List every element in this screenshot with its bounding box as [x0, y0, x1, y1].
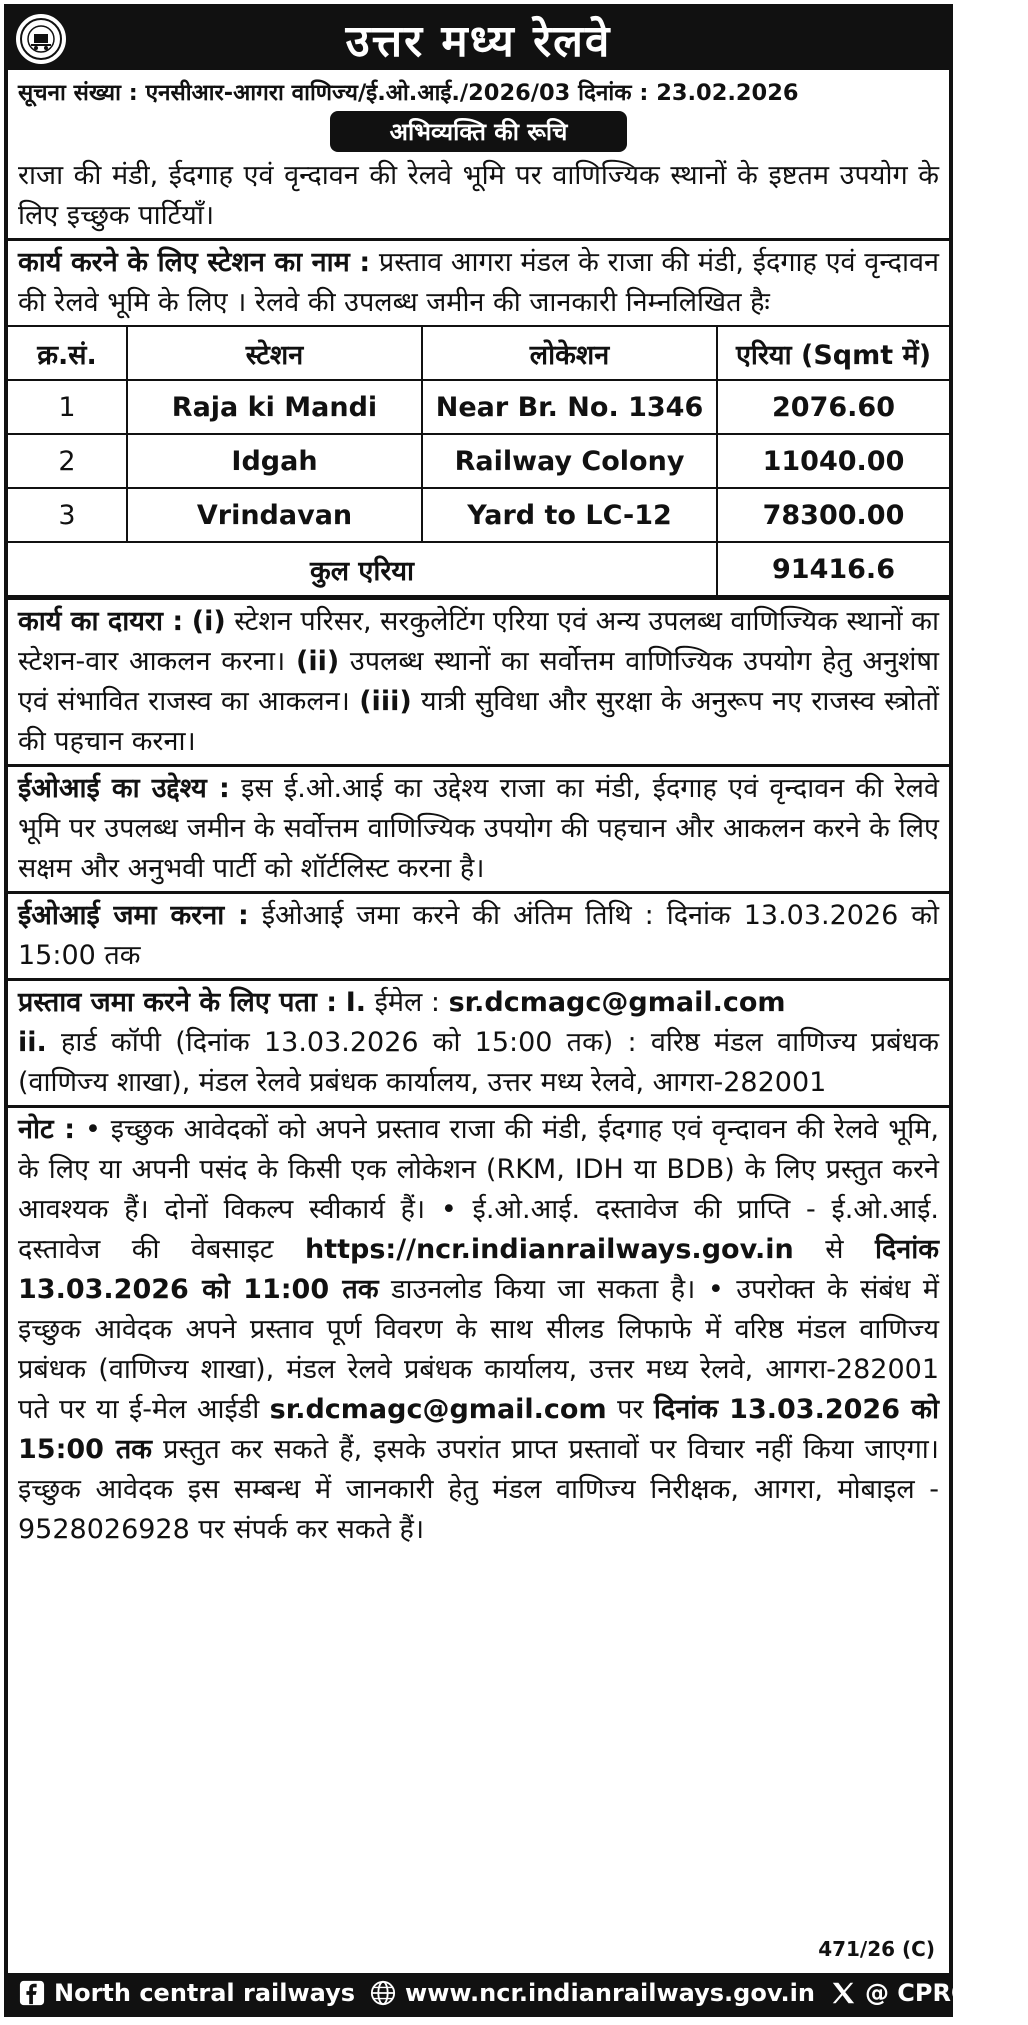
table-row — [8, 488, 949, 542]
note-p2: से — [825, 1234, 844, 1265]
website-text: www.ncr.indianrailways.gov.in — [405, 1979, 815, 2007]
x-logo-icon — [829, 1979, 857, 2007]
footer-website — [369, 1979, 815, 2007]
table-header-row — [8, 326, 949, 380]
col-sn: क्र.सं. — [8, 326, 127, 380]
row-area: 11040.00 — [717, 434, 949, 488]
notice-number: एनसीआर-आगरा वाणिज्य/ई.ओ.आई./2026/03 — [145, 80, 571, 106]
scope-iii-label: (iii) — [359, 686, 412, 717]
objective-label: ईओआई का उद्देश्य : — [18, 773, 230, 804]
scope-iii-text: यात्री सुविधा और सुरक्षा के अनुरूप नए राजस्व स्त्रोतों की पहचान करना। — [18, 686, 939, 757]
stations-table — [8, 325, 949, 597]
facebook-icon — [18, 1979, 46, 2007]
address-ii-text: हार्ड कॉपी (दिनांक 13.03.2026 को 15:00 तक) : वरिष्ठ मंडल वाणिज्य प्रबंधक (वाणिज्य शाखा), मंडल रेलवे प्रबंधक कार्यालय, उत्तर मध्य रेलवे, आगरा-282001 — [18, 1027, 939, 1098]
footer-x — [829, 1979, 1028, 2007]
note-p5: पर — [617, 1394, 644, 1425]
intro-text: राजा की मंडी, ईदगाह एवं वृन्दावन की रेलवे भूमि पर वाणिज्यिक स्थानों के इष्टतम उपयोग के लिए इच्छुक पार्टियाँ। — [18, 160, 939, 231]
page-title: उत्तर मध्य रेलवे — [345, 16, 612, 67]
total-value: 91416.6 — [717, 542, 949, 596]
row-location: Railway Colony — [422, 434, 717, 488]
col-location: लोकेशन — [422, 326, 717, 380]
footer-facebook — [18, 1979, 355, 2007]
submission-section — [8, 894, 949, 978]
row-sn: 2 — [8, 434, 127, 488]
row-station: Idgah — [127, 434, 422, 488]
row-location: Yard to LC-12 — [422, 488, 717, 542]
scope-label: कार्य का दायरा : — [18, 606, 184, 637]
stations-label: कार्य करने के लिए स्टेशन का नाम : — [18, 247, 371, 278]
col-station: स्टेशन — [127, 326, 422, 380]
notice-label: सूचना संख्या : — [18, 80, 138, 106]
advertisement — [4, 4, 1028, 2017]
footer-bar — [8, 1973, 1028, 2013]
note-p4: डाउनलोड किया जा सकता है। • उपरोक्त के संबंध में इच्छुक आवेदक अपने प्रस्ताव पूर्ण विवरण के साथ सीलड लिफाफे में वरिष्ठ मंडल वाणिज्य प्रबंधक (वाणिज्य शाखा), मंडल रेलवे प्रबंधक कार्यालय, उत्तर मध्य रेलवे, आगरा-282001 पते पर या ई-मेल आईडी — [18, 1274, 939, 1425]
row-location: Near Br. No. 1346 — [422, 380, 717, 434]
scope-section — [8, 600, 949, 764]
table-total-row — [8, 542, 949, 596]
note-deadline: दिनांक 13.03.2026 को 15:00 तक — [18, 1394, 939, 1465]
row-station: Vrindavan — [127, 488, 422, 542]
header-bar — [8, 8, 949, 70]
notice-line — [8, 70, 949, 109]
heading-wrap — [8, 109, 949, 154]
note-p1: • इच्छुक आवेदकों को अपने प्रस्ताव राजा की मंडी, ईदगाह एवं वृन्दावन की रेलवे भूमि, के लिए या अपनी पसंद के किसी एक लोकेशन (RKM, IDH या BDB) के लिए प्रस्तुत करने आवश्यक हैं। दोनों विकल्प स्वीकार्य हैं। • ई.ओ.आई. दस्तावेज की प्राप्ति - ई.ओ.आई. दस्तावेज की वेबसाइट — [18, 1114, 939, 1265]
address-i-label: I. — [345, 987, 366, 1018]
notice-date: 23.02.2026 — [656, 80, 799, 106]
note-website: https://ncr.indianrailways.gov.in — [304, 1234, 794, 1265]
row-sn: 3 — [8, 488, 127, 542]
stations-text: प्रस्ताव आगरा मंडल के राजा की मंडी, ईदगाह एवं वृन्दावन की रेलवे भूमि के लिए । रेलवे की उपलब्ध जमीन की जानकारी निम्नलिखित हैः — [18, 247, 939, 318]
col-area: एरिया (Sqmt में) — [717, 326, 949, 380]
total-label: कुल एरिया — [8, 542, 717, 596]
row-sn: 1 — [8, 380, 127, 434]
objective-section — [8, 767, 949, 891]
notice-date-label: दिनांक : — [578, 80, 649, 106]
globe-icon — [369, 1979, 397, 2007]
address-section — [8, 981, 949, 1105]
scope-i-label: (i) — [191, 606, 226, 637]
address-email: sr.dcmagc@gmail.com — [448, 987, 786, 1018]
scope-ii-text: उपलब्ध स्थानों का सर्वोत्तम वाणिज्यिक उपयोग हेतु अनुशंषा एवं संभावित राजस्व का आकलन। — [18, 646, 939, 717]
address-label: प्रस्ताव जमा करने के लिए पता : — [18, 987, 338, 1018]
reference-number: 471/26 (C) — [818, 1937, 935, 1961]
note-label: नोट : — [18, 1114, 76, 1145]
note-download-date: दिनांक 13.03.2026 को 11:00 तक — [18, 1234, 939, 1305]
railway-logo-icon — [16, 14, 66, 64]
address-ii-label: ii. — [18, 1027, 47, 1058]
address-i-text: ईमेल : — [374, 987, 440, 1018]
section-heading: अभिव्यक्ति की रूचि — [330, 111, 628, 152]
scope-ii-label: (ii) — [296, 646, 340, 677]
table-row — [8, 380, 949, 434]
row-area: 2076.60 — [717, 380, 949, 434]
stations-section — [8, 241, 949, 325]
facebook-text: North central railways — [54, 1979, 356, 2007]
note-section — [8, 1108, 949, 1552]
submission-text: ईओआई जमा करने की अंतिम तिथि : दिनांक 13.03.2026 को 15:00 तक — [18, 900, 939, 971]
note-p7: प्रस्तुत कर सकते हैं, इसके उपरांत प्राप्त प्रस्तावों पर विचार नहीं किया जाएगा। इच्छुक आवेदक इस सम्बन्ध में जानकारी हेतु मंडल वाणिज्य निरीक्षक, आगरा, मोबाइल - 9528026928 पर संपर्क कर सकते हैं। — [18, 1434, 939, 1545]
objective-text: इस ई.ओ.आई का उद्देश्य राजा का मंडी, ईदगाह एवं वृन्दावन की रेलवे भूमि पर उपलब्ध जमीन के सर्वोत्तम वाणिज्यिक उपयोग की पहचान और आकलन करने के लिए सक्षम और अनुभवी पार्टी को शॉर्टलिस्ट करना है। — [18, 773, 939, 884]
row-area: 78300.00 — [717, 488, 949, 542]
table-row — [8, 434, 949, 488]
submission-label: ईओआई जमा करना : — [18, 900, 249, 931]
x-handle: @ CPRONCR — [864, 1979, 1028, 2007]
scope-i-text: स्टेशन परिसर, सरकुलेटिंग एरिया एवं अन्य उपलब्ध वाणिज्यिक स्थानों का स्टेशन-वार आकलन करना। — [18, 606, 939, 677]
note-email: sr.dcmagc@gmail.com — [269, 1394, 607, 1425]
row-station: Raja ki Mandi — [127, 380, 422, 434]
